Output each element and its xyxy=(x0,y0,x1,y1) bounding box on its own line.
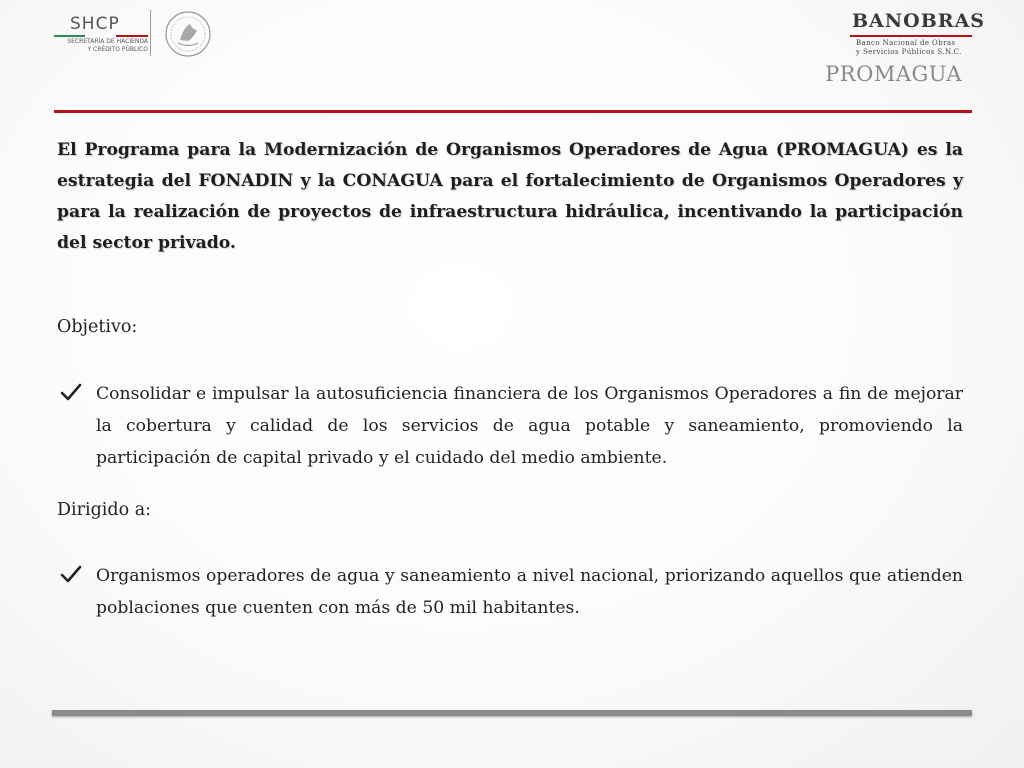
section-label-objective: Objetivo: xyxy=(57,317,138,337)
shcp-subtitle xyxy=(52,38,148,54)
flag-stripe xyxy=(54,35,148,37)
intro-paragraph: El Programa para la Modernización de Organismos Operadores de Agua (PROMAGUA) es la estrategia del FONADIN y la CONAGUA para el fortalecimiento de Organismos Operadores y para la realización de proyectos de infraestructura hidráulica, incentivando la participación del sector privado. xyxy=(57,140,963,253)
bullet-text-target: Organismos operadores de agua y saneamiento a nivel nacional, priorizando aquellos que atienden poblaciones que cuenten con más de 50 mil habitantes. xyxy=(96,566,963,618)
slide-header xyxy=(0,0,1024,115)
banobras-name: BANOBRAS xyxy=(852,10,986,32)
banobras-subtitle-line-1: Banco Nacional de Obras xyxy=(856,39,956,47)
footer-divider xyxy=(52,710,972,716)
check-icon xyxy=(60,564,82,584)
program-title: PROMAGUA xyxy=(825,62,962,86)
shcp-logo xyxy=(52,12,152,60)
shcp-name: SHCP xyxy=(70,14,120,34)
logo-divider xyxy=(150,10,151,56)
banobras-subtitle xyxy=(856,39,974,57)
shcp-subtitle-line-1: SECRETARÍA DE HACIENDA xyxy=(67,38,148,45)
banobras-logo xyxy=(850,10,986,62)
bullet-text-objective: Consolidar e impulsar la autosuficiencia financiera de los Organismos Operadores a fin de mejorar la cobertura y calidad de los servicios de agua potable y saneamiento, promoviendo la participación de capital privado y el cuidado del medio ambiente. xyxy=(96,384,963,468)
banobras-rule xyxy=(850,35,972,37)
coat-of-arms-icon xyxy=(164,10,212,58)
check-icon xyxy=(60,382,82,402)
header-divider xyxy=(54,110,972,113)
banobras-subtitle-line-2: y Servicios Públicos S.N.C. xyxy=(856,48,962,56)
section-label-target: Dirigido a: xyxy=(57,500,152,520)
shcp-subtitle-line-2: Y CRÉDITO PÚBLICO xyxy=(87,46,148,53)
